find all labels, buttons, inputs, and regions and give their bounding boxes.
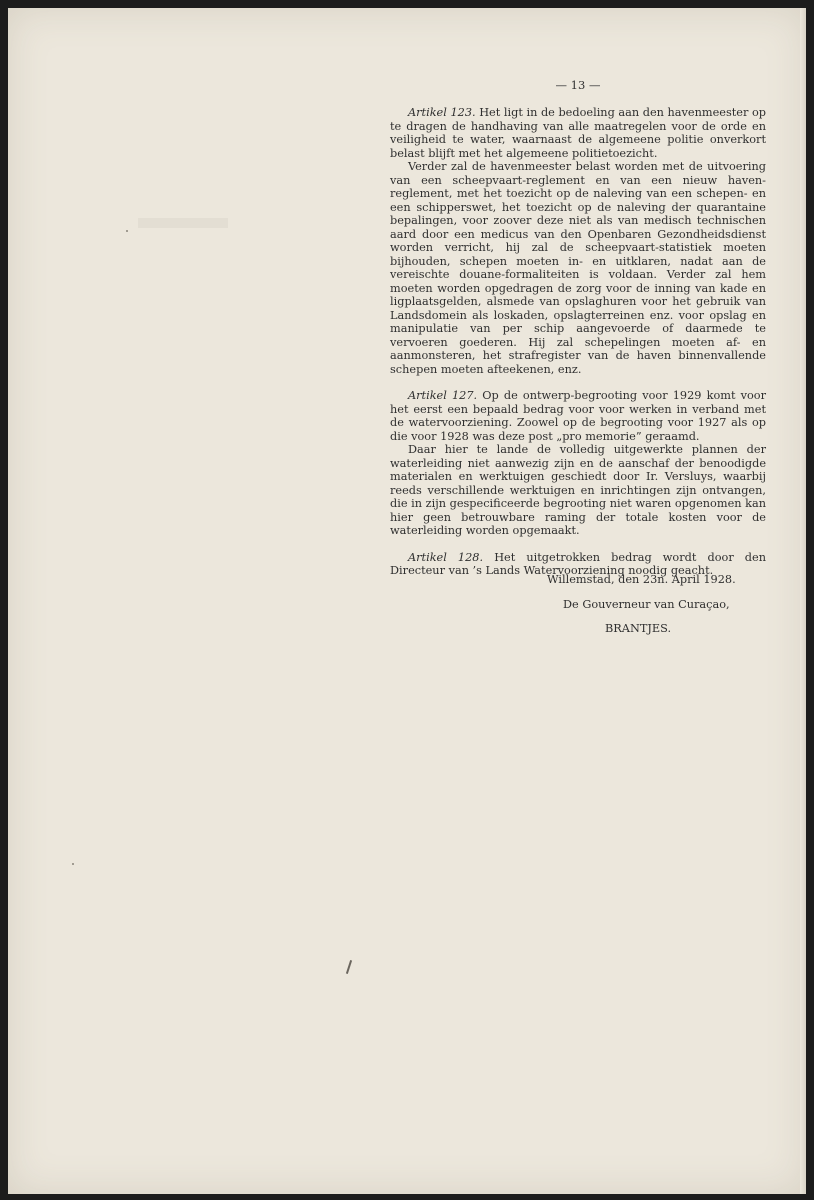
- ink-mark: [346, 960, 352, 974]
- page-number: — 13 —: [555, 78, 601, 92]
- paragraph-artikel-127: [390, 389, 766, 443]
- paragraph-text: Het uitgetrokken bedrag wordt door den Directeur van ’s Lands Watervoorziening noodig geacht.: [390, 550, 766, 577]
- article-label: Artikel 123.: [408, 106, 476, 119]
- signature-name: BRANTJES.: [605, 622, 672, 635]
- page-edge: [800, 8, 806, 1194]
- document-page: [8, 8, 806, 1194]
- paper-speck: [126, 230, 128, 232]
- bleed-through-mark: [138, 218, 228, 228]
- signature-title: De Gouverneur van Curaçao,: [563, 598, 730, 611]
- paragraph-text: Op de ontwerp-begrooting voor 1929 komt voor het eerst een bepaald bedrag voor voor werken in verband met de watervoorziening. Zoowel op de begrooting voor 1927 als op die voor 1928 was deze post „pro memorie” geraamd.: [390, 389, 766, 443]
- paragraph-text: Het ligt in de bedoeling aan den havenmeester op te dragen de handhaving van alle maatregelen voor de orde en veiligheid te water, waarnaast de algemeene politie onverkort belast blijft met het algemeene politietoezicht.: [390, 106, 767, 160]
- paper-speck: [72, 863, 74, 865]
- paragraph-artikel-123: [390, 106, 766, 160]
- signature-place-date: Willemstad, den 23n. April 1928.: [547, 573, 736, 586]
- paragraph-text: Daar hier te lande de volledig uitgewerkte plannen der waterleiding niet aanwezig zijn en de aanschaf der benoodigde materialen en werktuigen geschiedt door Ir. Versluys, waarbij reeds verschillende werktuigen en inrichtingen zijn ontvangen, die in zijn gespecificeerde begrooting niet waren opgenomen kan hier geen betrouwbare raming der totale kosten voor de waterleiding worden opgemaakt.: [390, 443, 766, 537]
- paragraph-waterleiding: [390, 443, 766, 538]
- paragraph-text: Verder zal de havenmeester belast worden met de uitvoering van een scheepvaart-reglement en van een nieuw haven-reglement, met het toezicht op de naleving van een schepen- en een schipperswet, het toezicht op de naleving der quarantaine bepalingen, voor zoover deze niet als van medisch technischen aard door een medicus van den Openbaren Gezondheidsdienst worden verricht, hij zal de scheepvaart-statistiek moeten bijhouden, schepen moeten in- en uitklaren, nadat aan de vereischte douane-formaliteiten is voldaan. Verder zal hem moeten worden opgedragen de zorg voor de inning van kade en ligplaatsgelden, alsmede van opslaghuren voor het gebruik van Landsdomein als loskaden, opslagterreinen enz. voor opslag en manipulatie van per schip aangevoerde of daarmede te vervoeren goederen. Hij zal schepelingen moeten af- en aanmonsteren, het strafregister van de haven binnenvallende schepen moeten afteekenen, enz.: [390, 160, 766, 376]
- paragraph-havenmeester-duties: [390, 160, 766, 376]
- article-label: Artikel 128.: [408, 550, 484, 564]
- article-label: Artikel 127.: [408, 389, 478, 402]
- body-text: [390, 106, 766, 578]
